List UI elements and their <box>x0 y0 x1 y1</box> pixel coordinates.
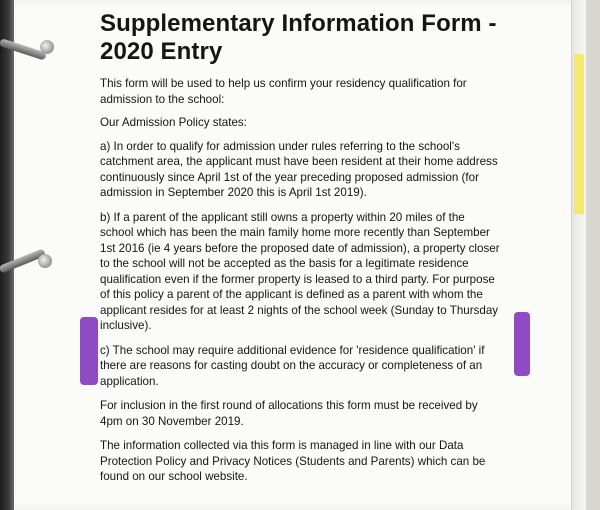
form-content <box>100 10 500 493</box>
intro-paragraph: This form will be used to help us confirm your residency qualification for admission to the school: <box>100 77 467 106</box>
policy-clause-a: a) In order to qualify for admission under rules referring to the school's catchment area, the applicant must have been resident at their home address continuously since April 1st of the year preceding proposed admission (for admission in September 2020 this is April 1st 2019). <box>100 139 498 199</box>
binder-spine <box>0 0 14 510</box>
highlighter-mark-left <box>80 317 98 385</box>
title-line-1: Supplementary Information Form - <box>100 10 497 37</box>
title-line-2: 2020 Entry <box>100 38 223 65</box>
policy-heading: Our Admission Policy states: <box>100 116 247 129</box>
policy-clause-c: c) The school may require additional evidence for 'residence qualification' if there are reasons for casting doubt on the accuracy or completeness of an application. <box>100 343 485 388</box>
binder-ring-top <box>0 34 60 48</box>
form-title <box>100 10 500 66</box>
deadline-notice: For inclusion in the first round of allocations this form must be received by 4pm on 30 November 2019. <box>100 399 478 428</box>
data-protection-notice: The information collected via this form is managed in line with our Data Protection Policy and Privacy Notices (Students and Parents) which can be found on our school website. <box>100 439 486 483</box>
policy-clause-b: b) If a parent of the applicant still owns a property within 20 miles of the school which has been the main family home more recently than September 1st 2016 (ie 4 years before the proposed date of admission), a property closer to the school will not be accepted as the basis for a legitimate residence qualification even if the former property is leased to a third party. For purpose of this policy a parent of the applicant is defined as a parent with whom the applicant resides for at least 2 nights of the school week (Sunday to Thursday inclusive). <box>100 210 500 332</box>
sticky-note-tab <box>574 54 584 214</box>
highlighter-mark-right <box>514 312 530 376</box>
binder-ring-bottom <box>0 262 60 276</box>
